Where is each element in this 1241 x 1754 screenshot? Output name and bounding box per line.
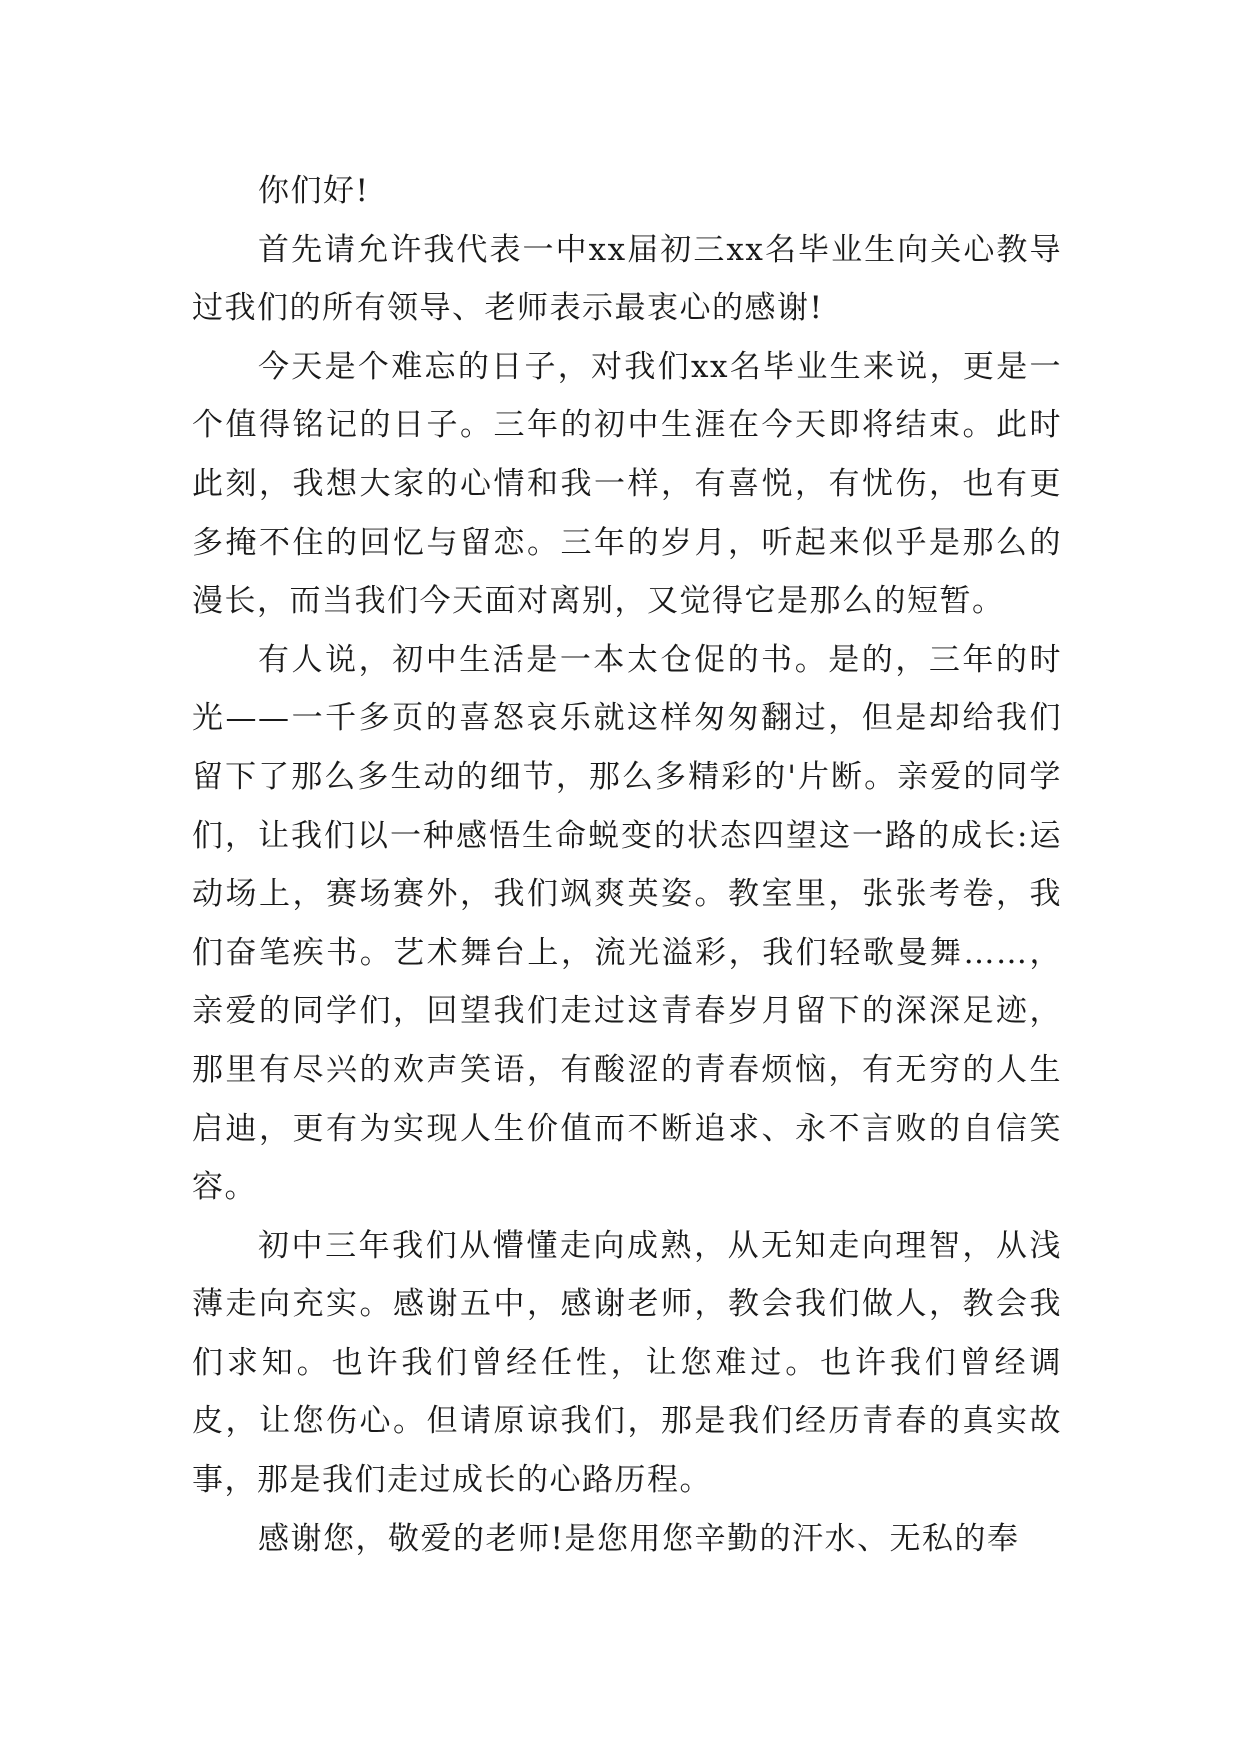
memorable-day-paragraph: 今天是个难忘的日子，对我们xx名毕业生来说，更是一个值得铭记的日子。三年的初中生涯在今天即将结束。此时此刻，我想大家的心情和我一样，有喜悦，有忧伤，也有更多掩不住的回忆与留恋。三年的岁月，听起来似乎是那么的漫长，而当我们今天面对离别，又觉得它是那么的短暂。 [192,348,1062,620]
thanks-paragraph: 首先请允许我代表一中xx届初三xx名毕业生向关心教导过我们的所有领导、老师表示最衷心的感谢! [192,231,1062,327]
school-life-paragraph: 有人说，初中生活是一本太仓促的书。是的，三年的时光——一千多页的喜怒哀乐就这样匆匆翻过，但是却给我们留下了那么多生动的细节，那么多精彩的'片断。亲爱的同学们，让我们以一种感悟生命蜕变的状态四望这一路的成长:运动场上，赛场赛外，我们飒爽英姿。教室里，张张考卷，我们奋笔疾书。艺术舞台上，流光溢彩，我们轻歌曼舞……，亲爱的同学们，回望我们走过这青春岁月留下的深深足迹，那里有尽兴的欢声笑语，有酸涩的青春烦恼，有无穷的人生启迪，更有为实现人生价值而不断追求、永不言败的自信笑容。 [192,641,1062,1206]
teacher-thanks-paragraph: 感谢您，敬爱的老师!是您用您辛勤的汗水、无私的奉 [258,1520,1020,1557]
growth-paragraph: 初中三年我们从懵懂走向成熟，从无知走向理智，从浅薄走向充实。感谢五中，感谢老师，教会我们做人，教会我们求知。也许我们曾经任性，让您难过。也许我们曾经调皮，让您伤心。但请原谅我们，那是我们经历青春的真实故事，那是我们走过成长的心路历程。 [192,1227,1062,1499]
greeting-paragraph: 你们好! [258,173,370,209]
document-body [192,162,1062,1568]
